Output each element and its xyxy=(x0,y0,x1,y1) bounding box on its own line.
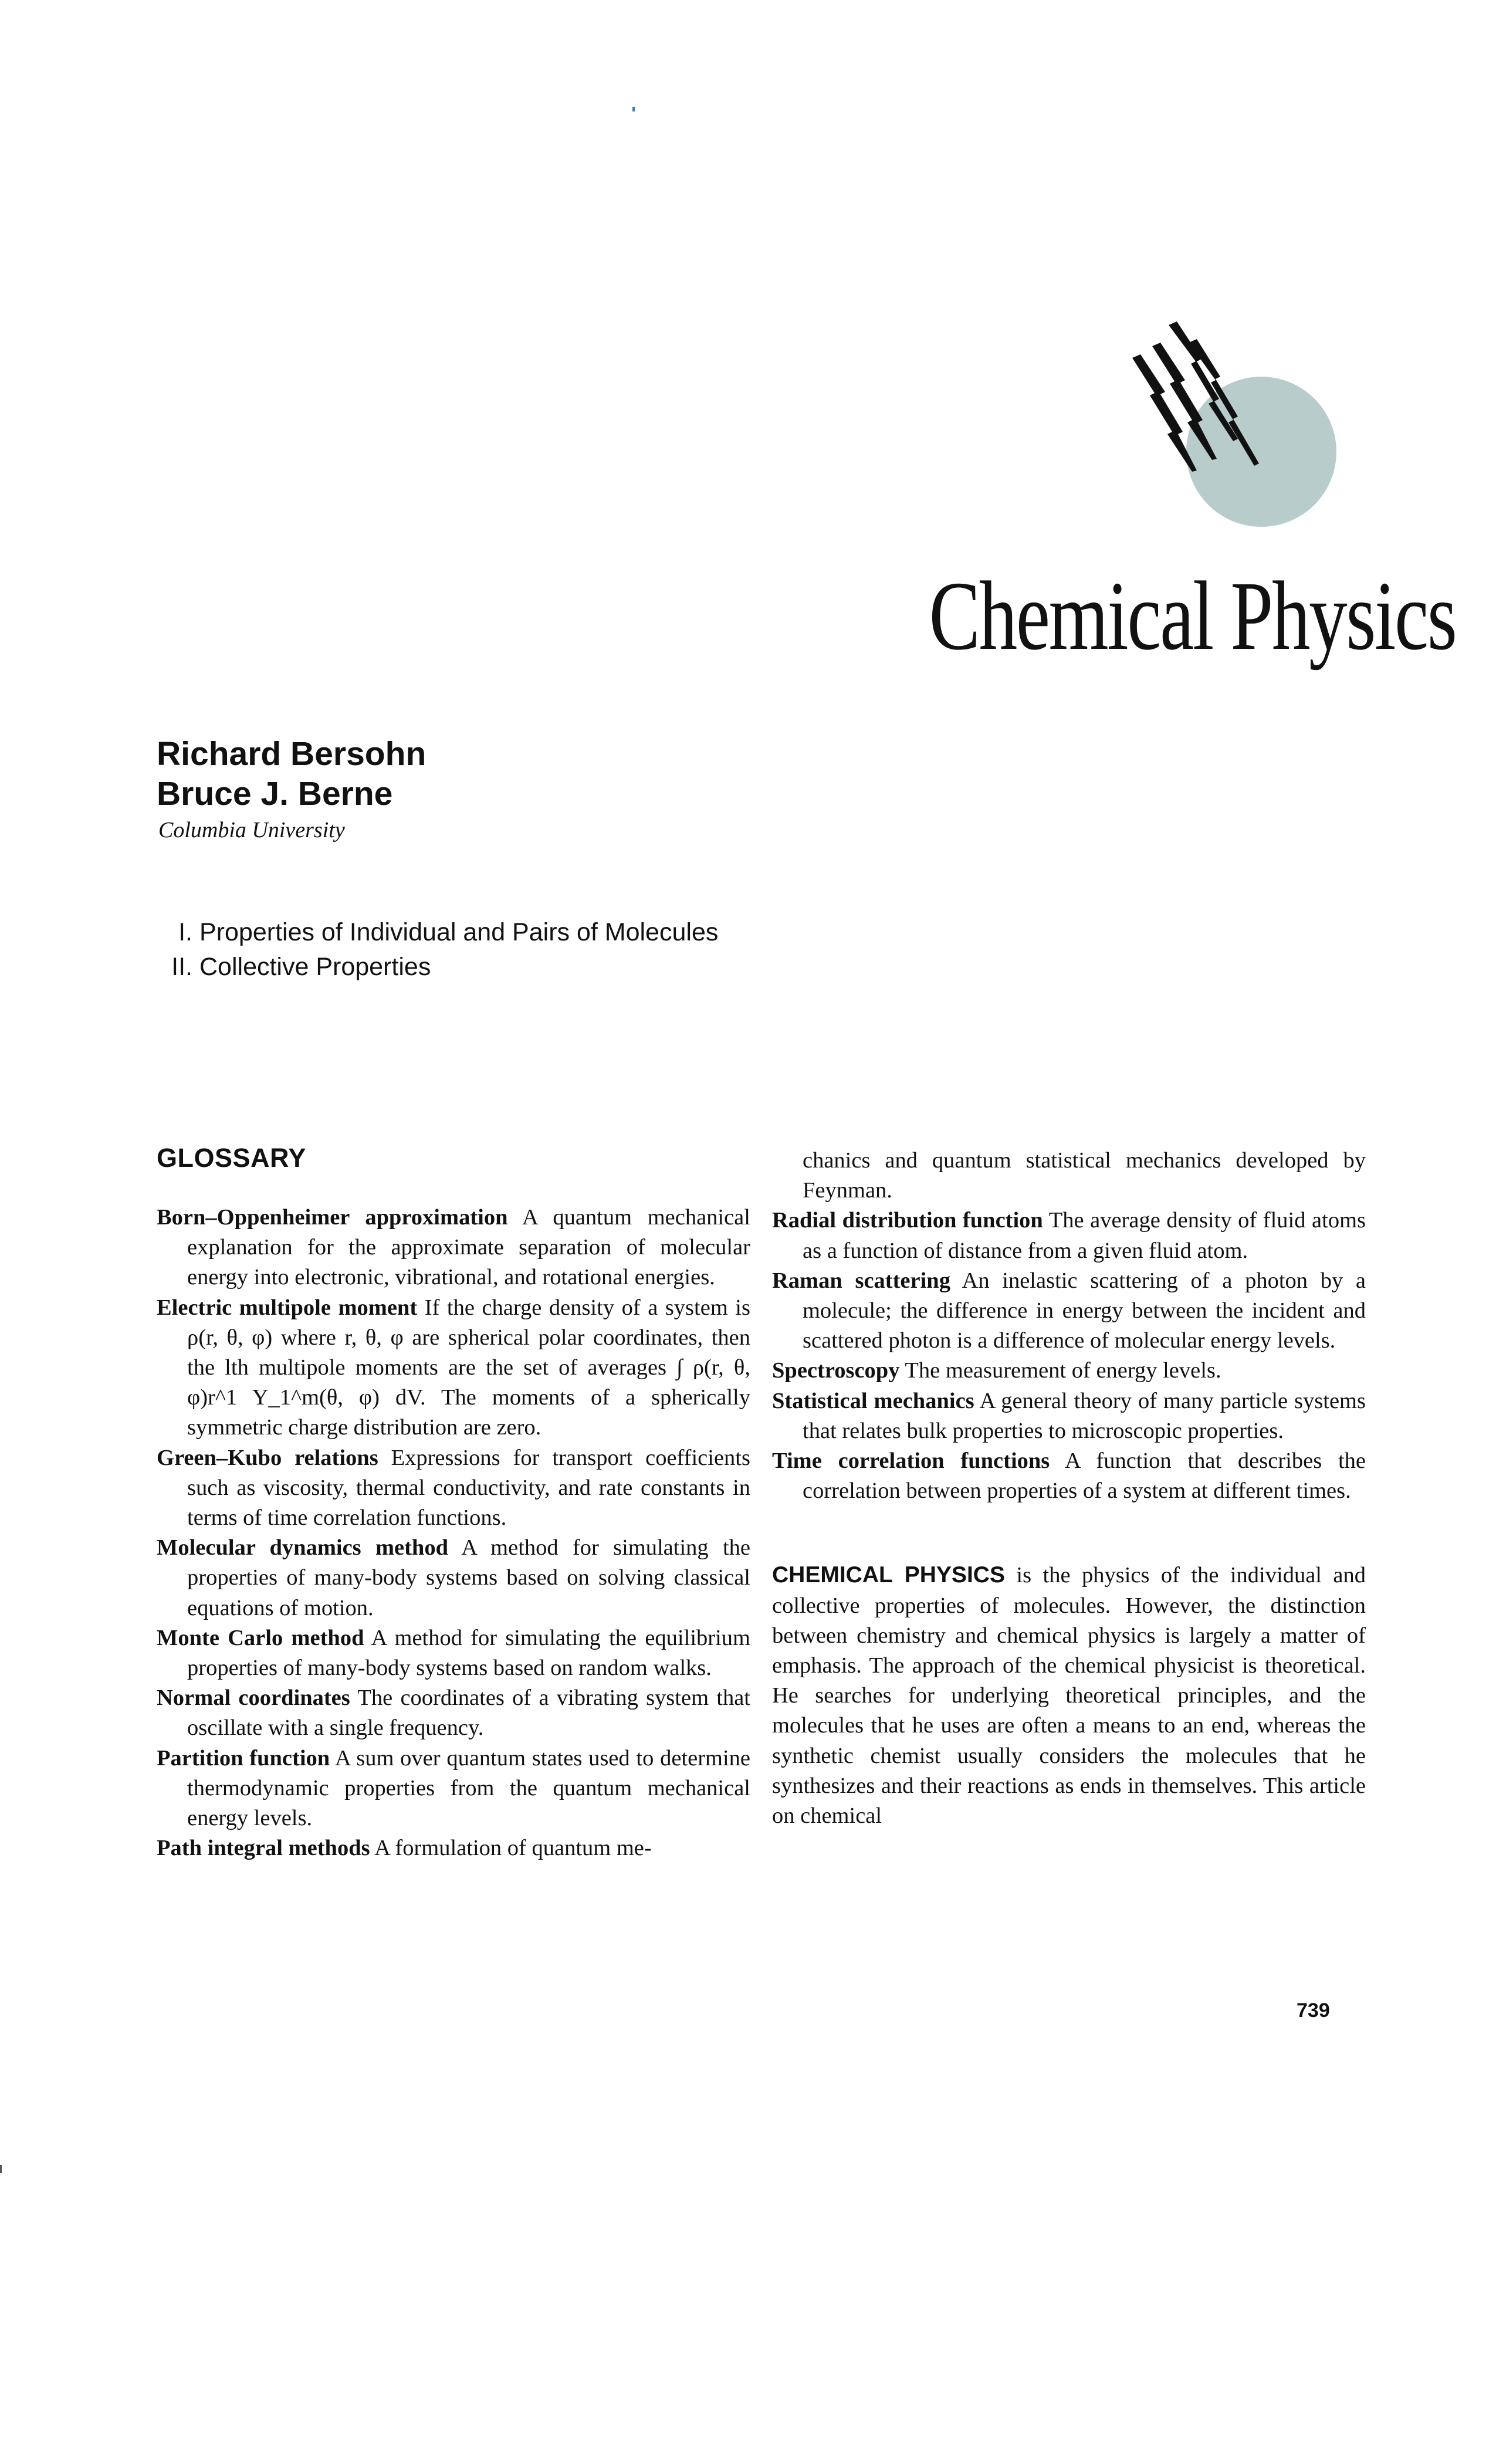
page-number: 739 xyxy=(1297,1999,1330,2022)
toc-text: Properties of Individual and Pairs of Molecules xyxy=(199,918,719,946)
glossary-definition: Expressions for transport coefficients such as viscosity, thermal conductivity, and rate constants in terms of time correlation functions. xyxy=(187,1445,750,1531)
glossary-definition: A quantum mechanical explanation for the approximate separation of molecular energy into electronic, vibrational, and rotational energies. xyxy=(187,1205,750,1290)
glossary-definition: A method for simulating the equilibrium properties of many-body systems based on random walks. xyxy=(187,1625,750,1681)
intro-paragraph xyxy=(772,1560,1366,1831)
glossary-term: Born–Oppenheimer approximation xyxy=(157,1205,508,1230)
glossary-term: Partition function xyxy=(157,1745,330,1771)
glossary-entry xyxy=(157,1833,750,1863)
toc-number: I. xyxy=(178,918,192,946)
glossary-entry xyxy=(157,1623,750,1683)
author-name: Richard Bersohn xyxy=(157,735,427,773)
glossary-term: Molecular dynamics method xyxy=(157,1535,449,1561)
left-column xyxy=(157,1203,750,1863)
glossary-definition: A formulation of quantum me- xyxy=(374,1836,652,1861)
glossary-entry xyxy=(772,1206,1366,1265)
glossary-term: Time correlation functions xyxy=(772,1448,1050,1474)
glossary-term: Radial distribution function xyxy=(772,1208,1043,1233)
glossary-entry xyxy=(157,1293,750,1443)
glossary-entry xyxy=(157,1744,750,1834)
toc-item xyxy=(158,915,718,950)
glossary-entry xyxy=(157,1683,750,1743)
glossary-definition: The coordinates of a vibrating system that oscillate with a single frequency. xyxy=(187,1685,751,1741)
glossary-term: Statistical mechanics xyxy=(772,1388,974,1413)
glossary-heading: GLOSSARY xyxy=(157,1143,306,1173)
glossary-definition: A method for simulating the properties of many-body systems based on solving classical equations of motion. xyxy=(187,1535,750,1620)
glossary-definition: A general theory of many particle systems that relates bulk properties to microscopic properties. xyxy=(803,1388,1366,1443)
toc-text: Collective Properties xyxy=(199,953,431,981)
glossary-entry xyxy=(157,1203,750,1293)
toc-number: II. xyxy=(171,953,192,981)
glossary-entry xyxy=(772,1446,1366,1506)
glossary-term: Spectroscopy xyxy=(772,1358,900,1383)
glossary-entry xyxy=(772,1356,1366,1386)
article-title: Chemical Physics xyxy=(929,561,1456,671)
glossary-definition: The average density of fluid atoms as a function of distance from a given fluid atom. xyxy=(803,1208,1366,1263)
toc-item xyxy=(158,950,718,984)
glossary-definition: If the charge density of a system is ρ(r, θ, φ) where r, θ, φ are spherical polar coordinates, then the lth multipole moments are the set of averages ∫ ρ(r, θ, φ)r^1 Y_1^m(θ, φ) dV. The moments of a spherically symmetric charge distribution are zero. xyxy=(187,1295,750,1440)
table-of-contents xyxy=(158,915,718,984)
glossary-term: Path integral methods xyxy=(157,1836,370,1861)
glossary-entry xyxy=(772,1386,1366,1446)
glossary-entry xyxy=(157,1533,750,1623)
glossary-entry xyxy=(772,1266,1366,1356)
glossary-entry xyxy=(157,1443,750,1534)
author-name: Bruce J. Berne xyxy=(157,775,393,813)
glossary-definition: An inelastic scattering of a photon by a molecule; the difference in energy between the incident and scattered photon is a difference of molecular energy levels. xyxy=(803,1268,1366,1353)
glossary-term: Green–Kubo relations xyxy=(157,1445,378,1470)
glossary-definition: A sum over quantum states used to determine thermodynamic properties from the quantum mechanical energy levels. xyxy=(187,1745,750,1831)
glossary-definition-continued: chanics and quantum statistical mechanics developed by Feynman. xyxy=(803,1148,1366,1203)
affiliation: Columbia University xyxy=(158,818,345,842)
glossary-term: Monte Carlo method xyxy=(157,1625,364,1650)
lightning-bolt-logo-icon xyxy=(1126,317,1338,528)
glossary-definition: A function that describes the correlation between properties of a system at different times. xyxy=(803,1448,1366,1504)
glossary-term: Raman scattering xyxy=(772,1268,950,1293)
right-column xyxy=(772,1146,1366,1831)
scan-mark xyxy=(0,2165,2,2173)
glossary-term: Electric multipole moment xyxy=(157,1295,418,1320)
glossary-definition: The measurement of energy levels. xyxy=(905,1358,1221,1383)
scan-mark xyxy=(632,107,635,111)
intro-lead: CHEMICAL PHYSICS xyxy=(772,1562,1005,1588)
glossary-term: Normal coordinates xyxy=(157,1685,350,1711)
intro-text: is the physics of the individual and collective properties of molecules. However, the distinction between chemistry and chemical physics is largely a matter of emphasis. The approach of the chemical physicist is theoretical. He searches for underlying theoretical principles, and the molecules that he uses are often a means to an end, whereas the synthetic chemist usually considers the molecules that he synthesizes and their reactions as ends in themselves. This article on chemical xyxy=(772,1563,1366,1829)
